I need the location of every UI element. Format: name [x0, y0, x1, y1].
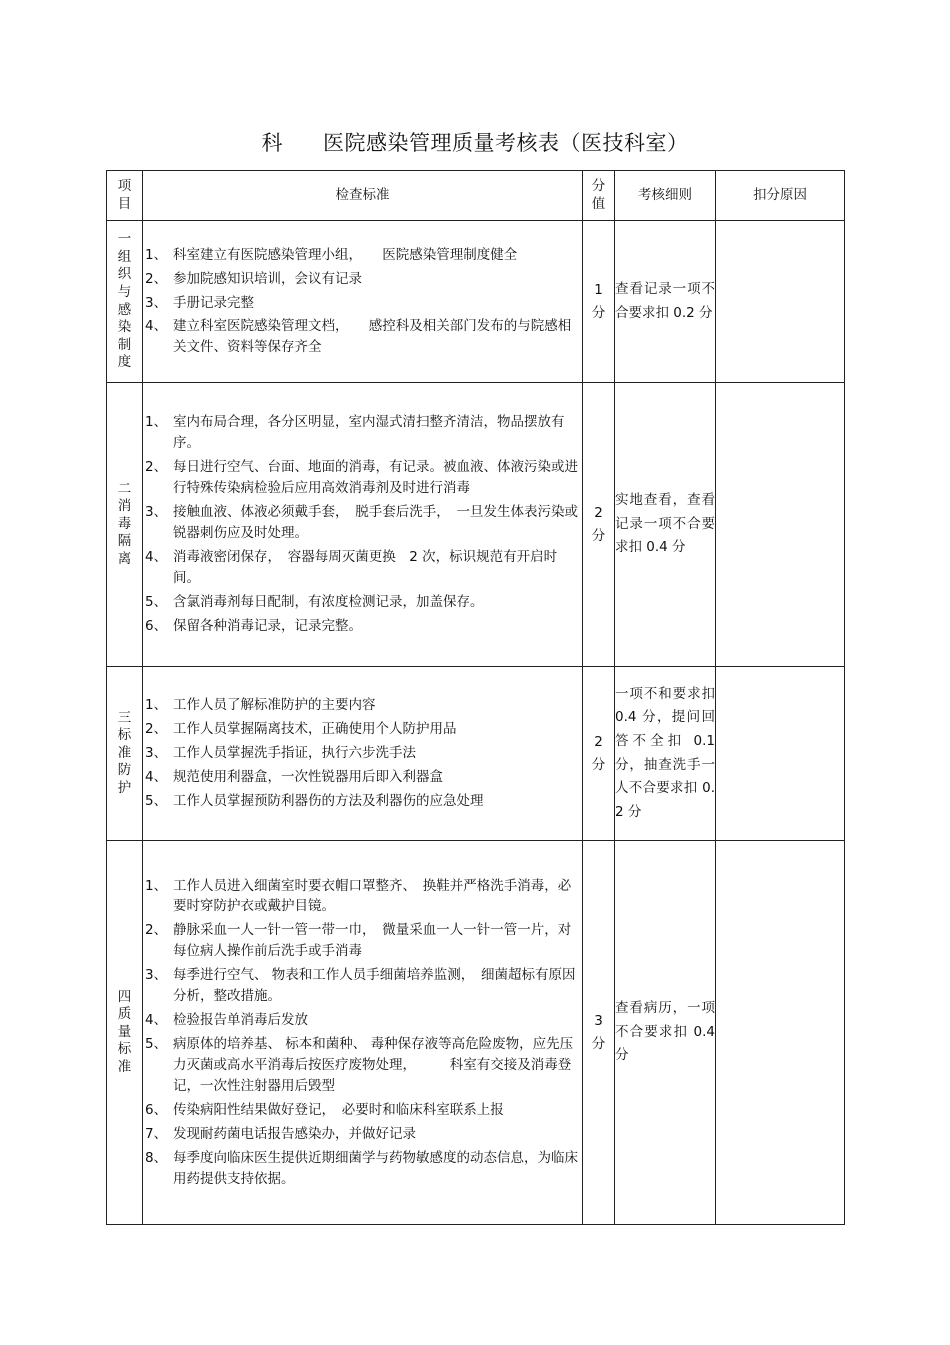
standard-item	[143, 293, 582, 314]
row-deduction-reason[interactable]	[716, 221, 845, 383]
standard-item	[143, 876, 582, 918]
standard-item	[143, 1100, 582, 1121]
standard-item	[143, 245, 582, 266]
row-item-label: 三 标 准 防 护	[107, 667, 143, 841]
row-score: 2 分	[583, 383, 615, 667]
standard-number: 4、	[145, 1012, 168, 1029]
row-deduction-reason[interactable]	[716, 667, 845, 841]
standard-item	[143, 1034, 582, 1097]
header-standard: 检查标准	[143, 171, 583, 221]
row-deduction-reason[interactable]	[716, 841, 845, 1225]
standard-number: 3、	[145, 294, 168, 311]
standard-item	[143, 547, 582, 589]
standard-text: 接触血液、体液必须戴手套， 脱手套后洗手， 一旦发生体表污染或锐器刺伤应及时处理。	[173, 504, 578, 541]
standard-number: 1、	[145, 414, 168, 431]
row-deduction-reason[interactable]	[716, 383, 845, 667]
row-rule: 实地查看，查看记录一项不合要求扣 0.4 分	[615, 383, 716, 667]
standard-number: 1、	[145, 697, 168, 714]
standard-text: 建立科室医院感染管理文档， 感控科及相关部门发布的与院感相关文件、资料等保存齐全	[173, 318, 572, 356]
standard-number: 2、	[145, 270, 168, 287]
standard-text: 检验报告单消毒后发放	[173, 1012, 308, 1029]
standard-text: 每季进行空气、 物表和工作人员手细菌培养监测， 细菌超标有原因分析，整改措施。	[173, 967, 576, 1005]
table-row	[107, 221, 845, 383]
standard-item	[143, 457, 582, 499]
standard-number: 8、	[145, 1149, 168, 1166]
standard-text: 每季度向临床医生提供近期细菌学与药物敏感度的动态信息，为临床用药提供支持依据。	[173, 1149, 578, 1187]
header-reason: 扣分原因	[716, 171, 845, 221]
standard-item	[143, 965, 582, 1007]
standard-text: 工作人员进入细菌室时要衣帽口罩整齐、 换鞋并严格洗手消毒，必要时穿防护衣或戴护目镜。	[173, 877, 572, 915]
standard-item	[143, 316, 582, 358]
standard-text: 消毒液密闭保存， 容器每周灭菌更换 2 次，标识规范有开启时间。	[173, 548, 558, 586]
standard-text: 工作人员掌握洗手指证，执行六步洗手法	[173, 745, 416, 762]
standard-number: 5、	[145, 1036, 168, 1052]
header-rule: 考核细则	[615, 171, 716, 221]
row-rule: 查看记录一项不合要求扣 0.2 分	[615, 221, 716, 383]
standard-text: 室内布局合理，各分区明显，室内湿式清扫整齐清洁，物品摆放有序。	[173, 414, 565, 452]
standard-number: 2、	[145, 922, 168, 939]
row-standards	[143, 667, 583, 841]
standard-item	[143, 269, 582, 290]
standard-text: 规范使用利器盒，一次性锐器用后即入利器盒	[173, 768, 443, 785]
standard-text: 含氯消毒剂每日配制，有浓度检测记录，加盖保存。	[173, 593, 484, 610]
row-score: 3 分	[583, 841, 615, 1225]
standard-item	[143, 767, 582, 788]
standard-number: 1、	[145, 877, 168, 894]
row-standards	[143, 841, 583, 1225]
standard-number: 7、	[145, 1125, 168, 1142]
standard-text: 病原体的培养基、 标本和菌种、 毒种保存液等高危险废物，应先压力灭菌或高水平消毒后按医疗废物处理， 科室有交接及消毒登记，一次性注射器用后毁型	[173, 1036, 574, 1094]
assessment-table	[106, 170, 845, 1225]
table-row	[107, 841, 845, 1225]
row-item-label: 二 消 毒 隔 离	[107, 383, 143, 667]
row-score: 2 分	[583, 667, 615, 841]
standard-item	[143, 719, 582, 740]
standard-number: 4、	[145, 768, 168, 785]
standard-text: 工作人员掌握隔离技术，正确使用个人防护用品	[173, 721, 457, 738]
row-rule: 一项不和要求扣 0.4 分，提问回答不全扣 0.1 分，抽查洗手一人不合要求扣 0.2 分	[615, 667, 716, 841]
title-main: 医院感染管理质量考核表（医技科室）	[323, 131, 689, 155]
standard-text: 工作人员掌握预防利器伤的方法及利器伤的应急处理	[173, 792, 484, 809]
standard-number: 6、	[145, 617, 168, 634]
row-item-label: 四 质 量 标 准	[107, 841, 143, 1225]
standard-item	[143, 502, 582, 544]
standard-item	[143, 791, 582, 812]
standard-number: 1、	[145, 246, 168, 263]
title-dept-suffix: 科	[261, 131, 283, 155]
standard-number: 5、	[145, 792, 168, 809]
standard-text: 保留各种消毒记录，记录完整。	[173, 617, 362, 634]
standard-item	[143, 1124, 582, 1145]
standard-number: 3、	[145, 504, 168, 521]
standard-number: 5、	[145, 593, 168, 610]
header-item: 项 目	[107, 171, 143, 221]
header-row	[107, 171, 845, 221]
standard-text: 参加院感知识培训，会议有记录	[173, 270, 362, 287]
row-item-label: 一 组 织 与 感 染 制 度	[107, 221, 143, 383]
row-standards	[143, 383, 583, 667]
standard-number: 3、	[145, 745, 168, 762]
row-score: 1 分	[583, 221, 615, 383]
standard-item	[143, 920, 582, 962]
standard-number: 4、	[145, 548, 168, 565]
standard-item	[143, 592, 582, 613]
standard-number: 6、	[145, 1101, 168, 1118]
standard-item	[143, 616, 582, 637]
header-score: 分 值	[583, 171, 615, 221]
row-rule: 查看病历，一项不合要求扣 0.4 分	[615, 841, 716, 1225]
page-title	[0, 127, 950, 157]
table-row	[107, 667, 845, 841]
table-row	[107, 383, 845, 667]
standard-number: 3、	[145, 967, 168, 984]
standard-text: 手册记录完整	[173, 294, 254, 311]
row-standards	[143, 221, 583, 383]
standard-text: 科室建立有医院感染管理小组， 医院感染管理制度健全	[173, 246, 518, 263]
standard-text: 传染病阳性结果做好登记， 必要时和临床科室联系上报	[173, 1101, 504, 1118]
standard-number: 2、	[145, 721, 168, 738]
standard-item	[143, 743, 582, 764]
standard-text: 发现耐药菌电话报告感染办，并做好记录	[173, 1125, 416, 1142]
standard-item	[143, 695, 582, 716]
standard-item	[143, 1010, 582, 1031]
standard-text: 静脉采血一人一针一管一带一巾， 微量采血一人一针一管一片，对每位病人操作前后洗手或手消毒	[173, 922, 572, 960]
standard-item	[143, 412, 582, 454]
standard-item	[143, 1148, 582, 1190]
standard-text: 工作人员了解标准防护的主要内容	[173, 697, 376, 714]
standard-number: 2、	[145, 459, 168, 476]
standard-text: 每日进行空气、台面、地面的消毒，有记录。被血液、体液污染或进行特殊传染病检验后应用高效消毒剂及时进行消毒	[173, 459, 578, 497]
standard-number: 4、	[145, 318, 168, 335]
